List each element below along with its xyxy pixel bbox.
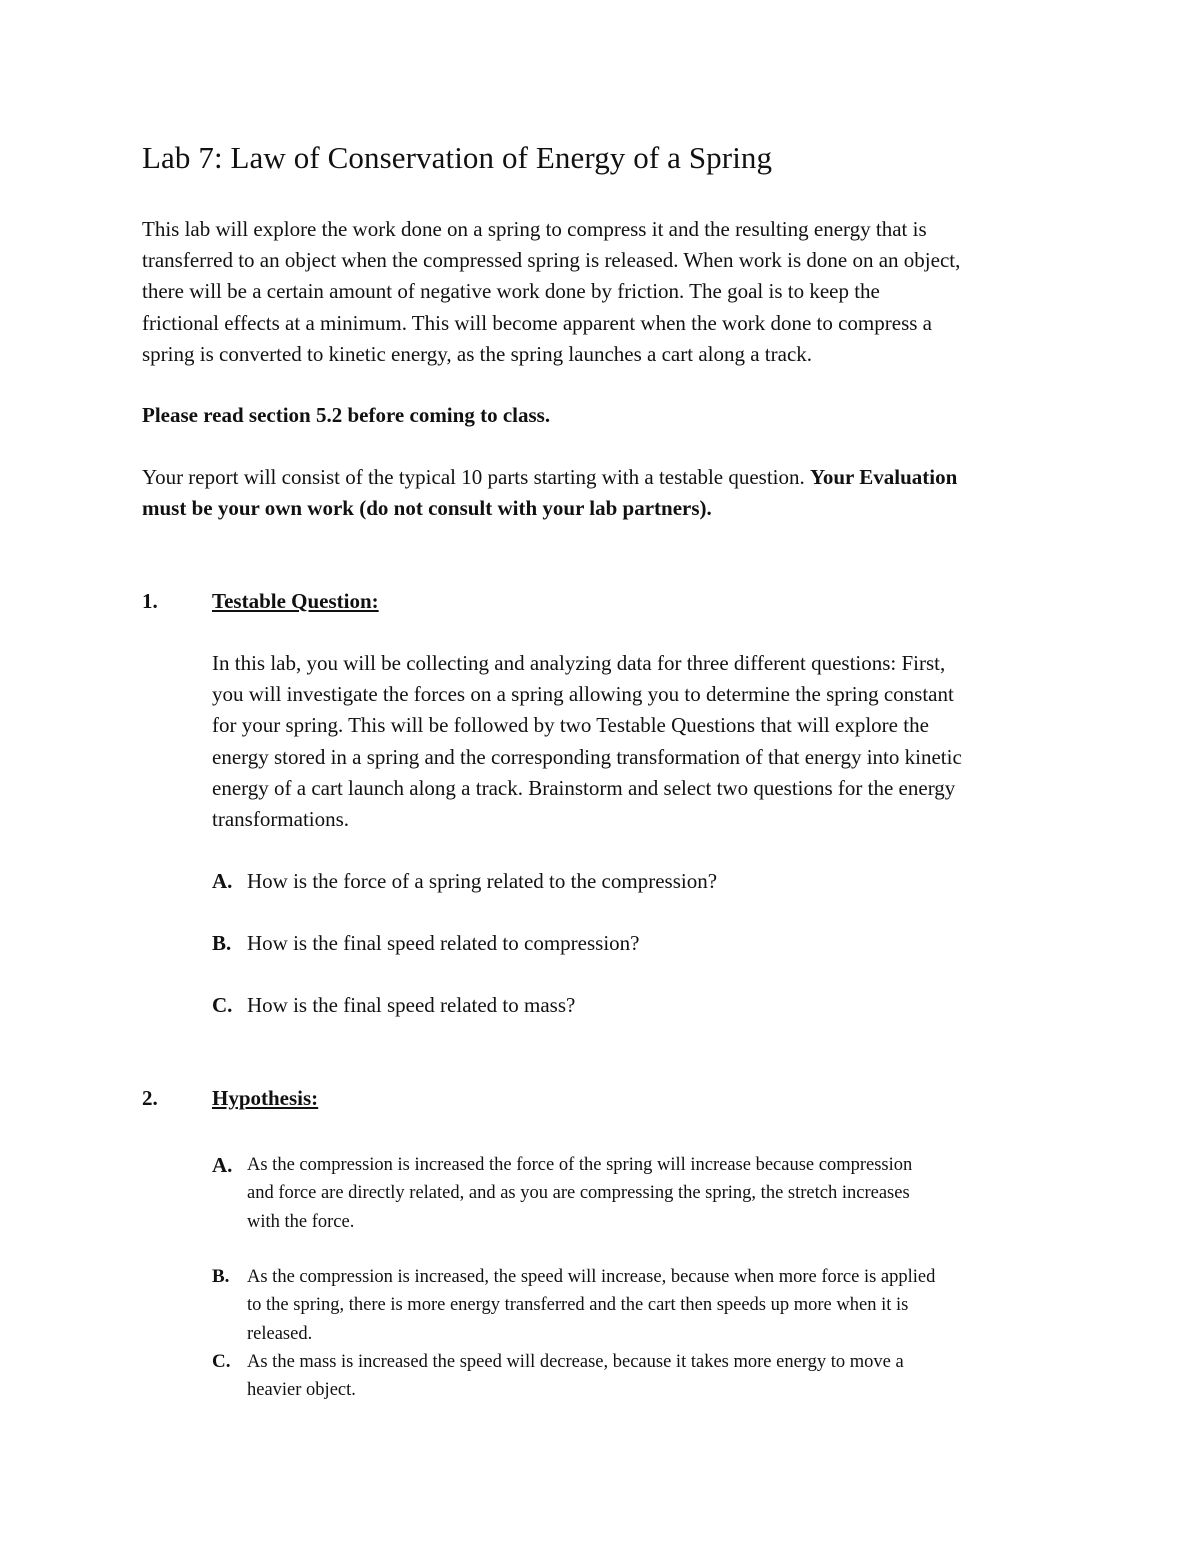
report-own-work-emphasis: must be your own work (do not consult with your lab partners). (142, 496, 712, 521)
report-text: Your report will consist of the typical 10 parts starting with a testable question. (142, 465, 811, 489)
hypothesis-line: released. (247, 1323, 313, 1344)
question-text: How is the final speed related to compression? (247, 931, 640, 955)
hypothesis-line: heavier object. (247, 1380, 356, 1401)
section-1-line: transformations. (212, 807, 350, 832)
hypothesis-text (247, 1151, 912, 1236)
hypothesis-letter: A. (212, 1153, 233, 1177)
hypothesis-line: to the spring, there is more energy transferred and the cart then speeds up more when it is (247, 1295, 909, 1316)
section-1-paragraph (212, 648, 962, 835)
intro-line: transferred to an object when the compressed spring is released. When work is done on an object, (142, 248, 961, 273)
hypothesis-line: As the mass is increased the speed will decrease, because it takes more energy to move a (247, 1352, 904, 1372)
section-2-number: 2. (142, 1086, 158, 1110)
intro-line: spring is converted to kinetic energy, as the spring launches a cart along a track. (142, 341, 813, 366)
question-item-a (212, 866, 717, 897)
question-text: How is the force of a spring related to the compression? (247, 869, 718, 893)
intro-line: there will be a certain amount of negative work done by friction. The goal is to keep the (142, 279, 880, 304)
intro-line: This lab will explore the work done on a spring to compress it and the resulting energy that is (142, 217, 927, 241)
section-1-line: for your spring. This will be followed by two Testable Questions that will explore the (212, 713, 929, 738)
hypothesis-text (247, 1263, 935, 1348)
question-letter: B. (212, 931, 232, 955)
hypothesis-line: and force are directly related, and as you are compressing the spring, the stretch increases (247, 1183, 910, 1204)
section-1-line: In this lab, you will be collecting and analyzing data for three different questions: First, (212, 651, 946, 675)
report-evaluation-emphasis: Your Evaluation (810, 465, 958, 489)
section-1-line: energy stored in a spring and the corresponding transformation of that energy into kinetic (212, 744, 962, 769)
question-letter: A. (212, 869, 233, 893)
section-1-heading: Testable Question: (212, 589, 379, 613)
hypothesis-line: with the force. (247, 1211, 355, 1232)
document-title: Lab 7: Law of Conservation of Energy of a Spring (142, 140, 773, 175)
hypothesis-letter: B. (212, 1266, 230, 1287)
section-1-number: 1. (142, 589, 158, 613)
question-item-b (212, 928, 639, 959)
report-paragraph (142, 462, 957, 524)
section-1-line: you will investigate the forces on a spring allowing you to determine the spring constant (212, 682, 954, 707)
question-item-c (212, 990, 575, 1021)
intro-line: frictional effects at a minimum. This will become apparent when the work done to compress a (142, 310, 932, 335)
report-line (142, 462, 957, 493)
hypothesis-line: As the compression is increased, the speed will increase, because when more force is applied (247, 1267, 936, 1287)
question-letter: C. (212, 993, 233, 1017)
reading-notice: Please read section 5.2 before coming to class. (142, 403, 551, 427)
section-1-line: energy of a cart launch along a track. Brainstorm and select two questions for the energy (212, 775, 956, 800)
hypothesis-line: As the compression is increased the force of the spring will increase because compression (247, 1155, 913, 1175)
intro-paragraph (142, 214, 1072, 370)
section-2-heading: Hypothesis: (212, 1086, 319, 1110)
hypothesis-text (247, 1348, 904, 1405)
question-text: How is the final speed related to mass? (247, 993, 576, 1017)
hypothesis-letter: C. (212, 1351, 231, 1372)
